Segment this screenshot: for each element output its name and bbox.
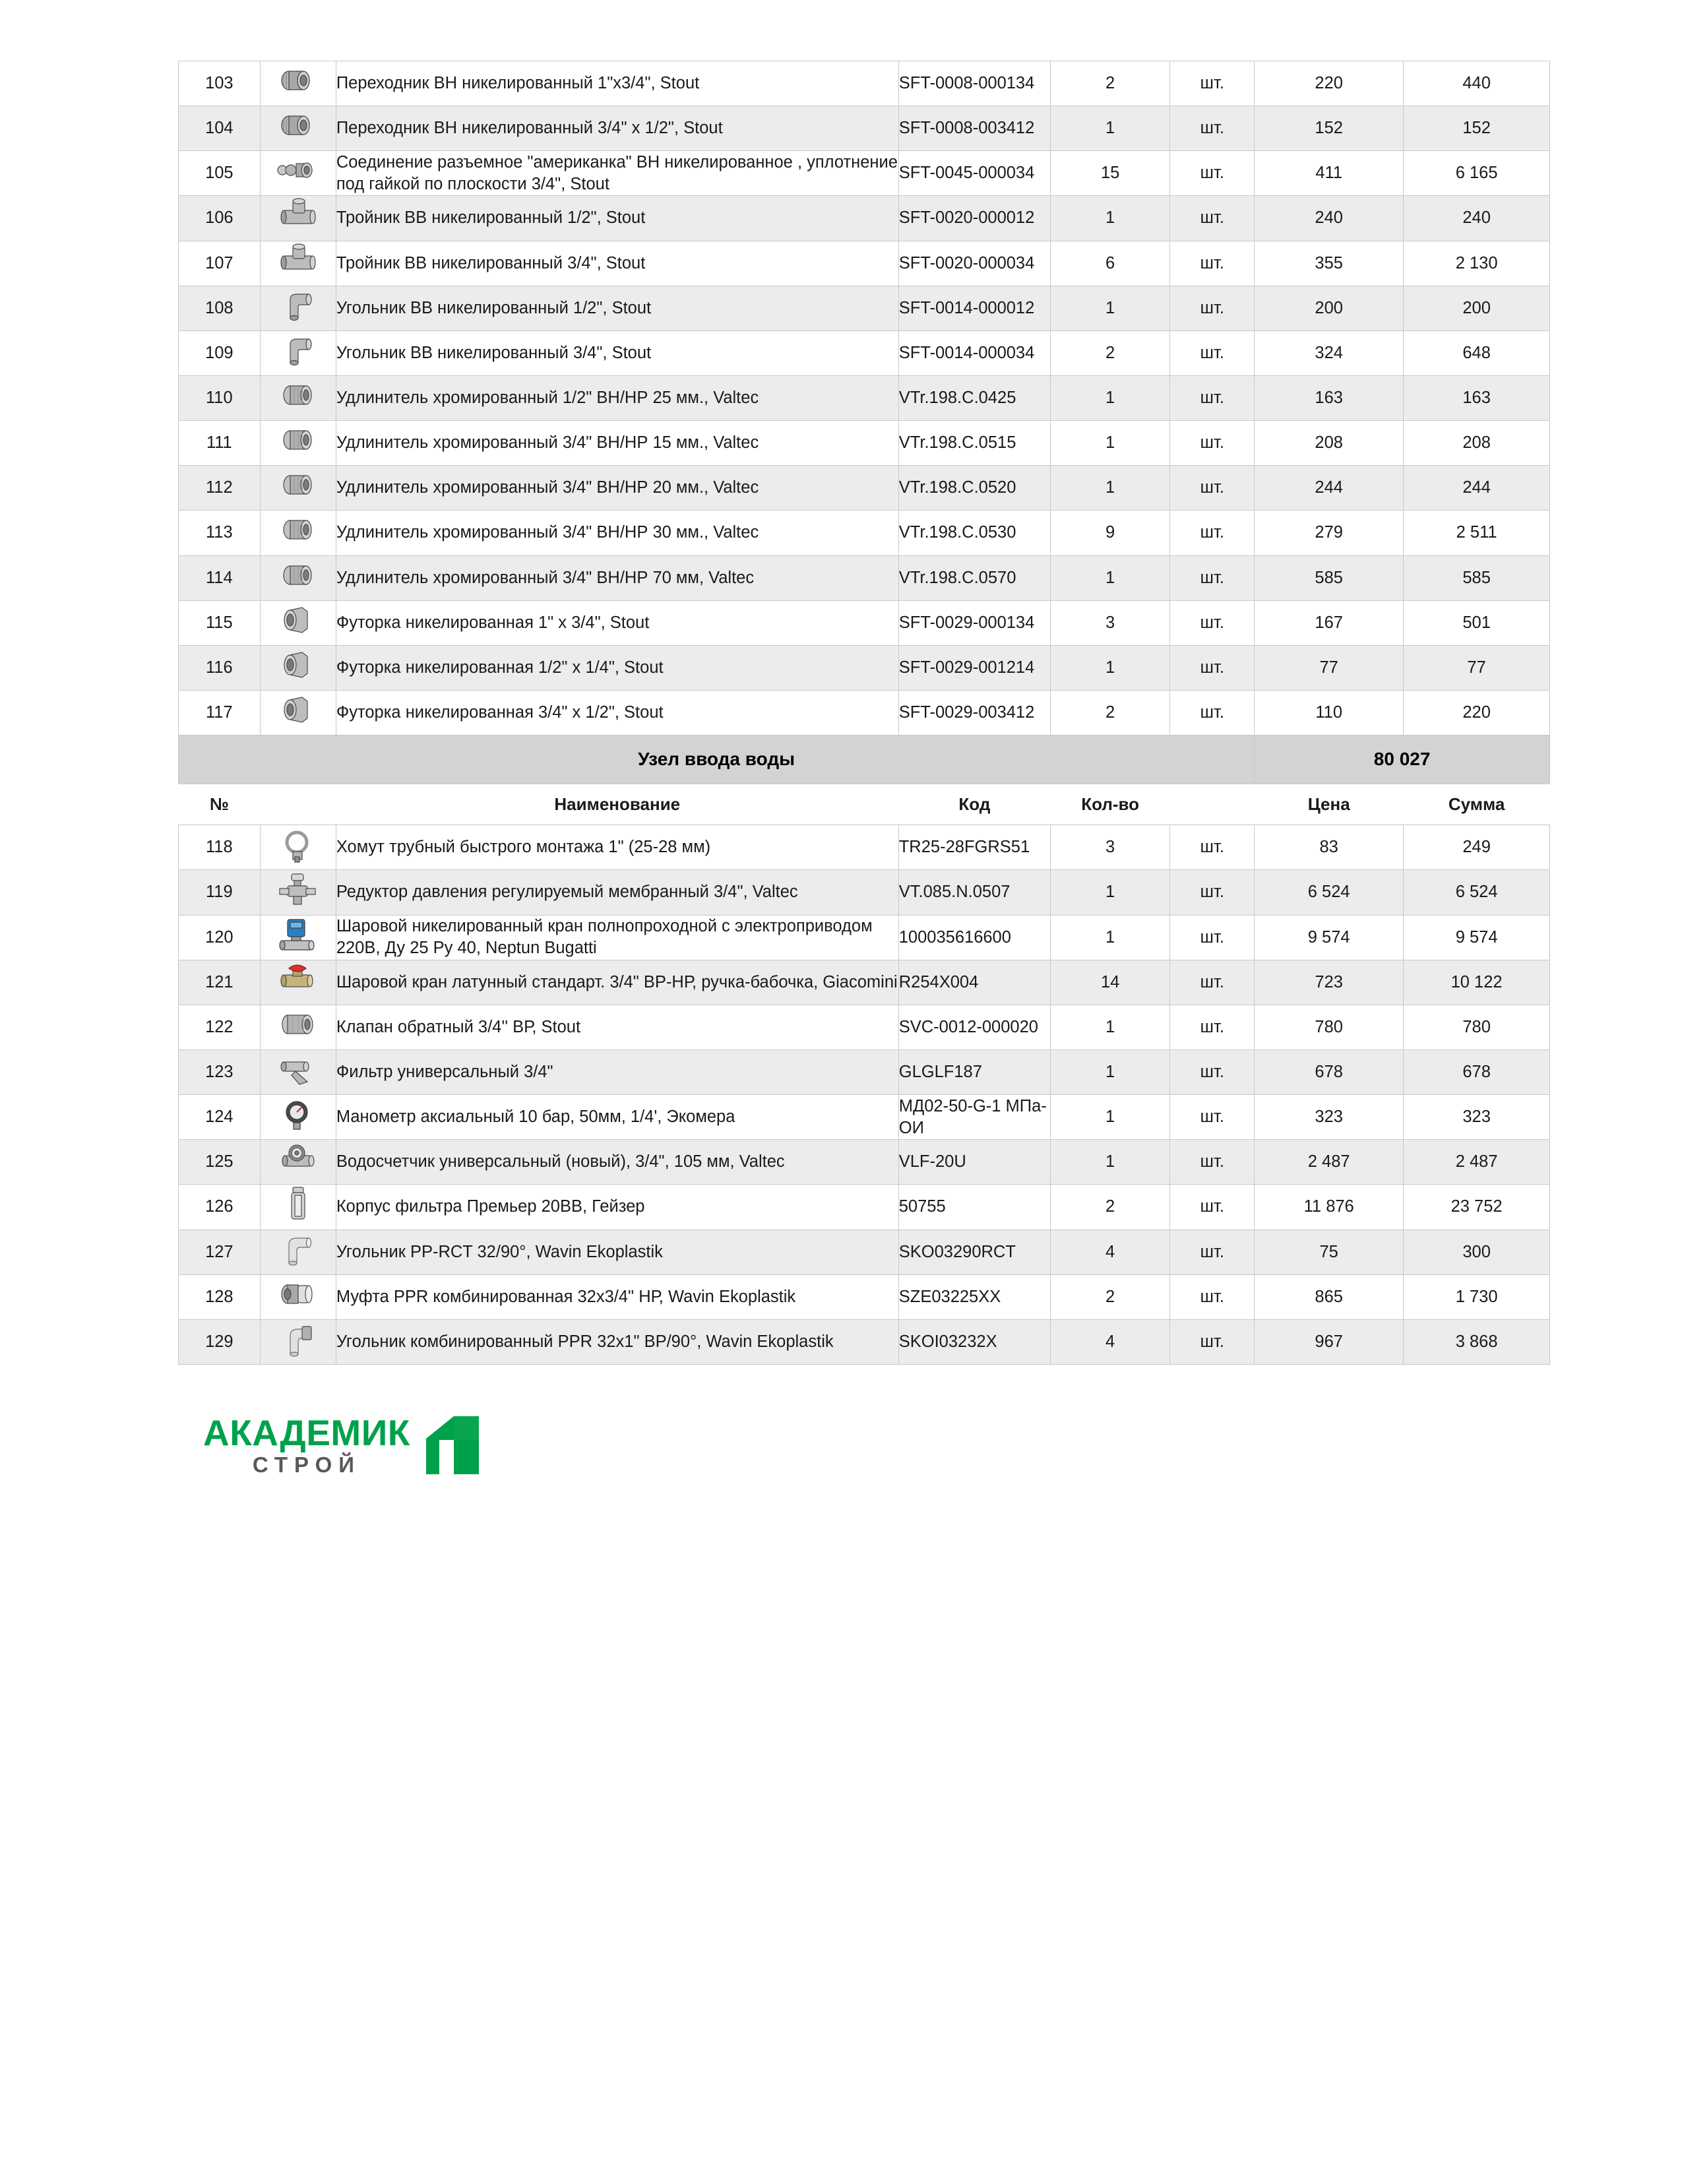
cell-quantity: 4 <box>1051 1319 1170 1364</box>
section-title: Узел ввода воды <box>179 735 1255 784</box>
cell-product-code: SZE03225XX <box>898 1274 1050 1319</box>
cell-sum: 780 <box>1404 1005 1550 1049</box>
cell-product-code: SFT-0029-001214 <box>898 645 1050 690</box>
bushing-nickel-icon <box>260 645 336 690</box>
cell-quantity: 14 <box>1051 960 1170 1005</box>
cell-unit: шт. <box>1170 645 1255 690</box>
cell-row-number: 121 <box>179 960 261 1005</box>
cell-product-name: Корпус фильтра Премьер 20ВВ, Гейзер <box>336 1185 898 1230</box>
table-row <box>179 1274 1550 1319</box>
cell-product-name: Футорка никелированная 3/4" х 1/2", Stout <box>336 690 898 735</box>
cell-sum: 10 122 <box>1404 960 1550 1005</box>
check-valve-icon <box>260 1005 336 1049</box>
cell-sum: 77 <box>1404 645 1550 690</box>
logo-house-icon <box>420 1414 480 1477</box>
cell-sum: 208 <box>1404 421 1550 466</box>
cell-quantity: 1 <box>1051 375 1170 420</box>
ppr-coupling-icon <box>260 1274 336 1319</box>
table-row <box>179 1095 1550 1140</box>
section-header-row <box>179 735 1550 784</box>
ppr-elbow-icon <box>260 1230 336 1274</box>
cell-row-number: 123 <box>179 1050 261 1095</box>
cell-price: 152 <box>1255 106 1404 151</box>
cell-sum: 648 <box>1404 330 1550 375</box>
table-row <box>179 870 1550 915</box>
cell-quantity: 1 <box>1051 421 1170 466</box>
cell-product-code: VTr.198.C.0515 <box>898 421 1050 466</box>
table-body-top <box>179 61 1550 735</box>
cell-price: 163 <box>1255 375 1404 420</box>
cell-unit: шт. <box>1170 870 1255 915</box>
cell-quantity: 2 <box>1051 61 1170 106</box>
cell-product-name: Футорка никелированная 1/2" х 1/4", Stout <box>336 645 898 690</box>
cell-row-number: 120 <box>179 915 261 960</box>
manometer-icon <box>260 1095 336 1140</box>
cell-quantity: 1 <box>1051 645 1170 690</box>
cell-row-number: 106 <box>179 196 261 241</box>
col-header-sum: Сумма <box>1404 784 1550 825</box>
cell-product-name: Клапан обратный 3/4'' ВР, Stout <box>336 1005 898 1049</box>
cell-sum: 244 <box>1404 466 1550 511</box>
cell-row-number: 119 <box>179 870 261 915</box>
logo-main-text: АКАДЕМИК <box>203 1412 410 1453</box>
cell-price: 240 <box>1255 196 1404 241</box>
extension-chrome-icon <box>260 555 336 600</box>
table-row <box>179 61 1550 106</box>
table-row <box>179 330 1550 375</box>
cell-product-code: GLGLF187 <box>898 1050 1050 1095</box>
section-total: 80 027 <box>1255 735 1550 784</box>
cell-quantity: 4 <box>1051 1230 1170 1274</box>
cell-quantity: 1 <box>1051 286 1170 330</box>
cell-product-name: Водосчетчик универсальный (новый), 3/4", 105 мм, Valtec <box>336 1140 898 1185</box>
cell-product-code: SKO03290RCT <box>898 1230 1050 1274</box>
cell-product-name: Удлинитель хромированный 3/4" ВН/НР 70 мм, Valtec <box>336 555 898 600</box>
cell-product-code: VT.085.N.0507 <box>898 870 1050 915</box>
cell-price: 110 <box>1255 690 1404 735</box>
cell-product-code: SFT-0045-000034 <box>898 151 1050 196</box>
bushing-nickel-icon <box>260 690 336 735</box>
cell-price: 75 <box>1255 1230 1404 1274</box>
cell-price: 77 <box>1255 645 1404 690</box>
cell-product-code: SFT-0020-000012 <box>898 196 1050 241</box>
footer-logo <box>178 1414 1550 1477</box>
cell-product-name: Угольник ВВ никелированный 1/2", Stout <box>336 286 898 330</box>
cell-unit: шт. <box>1170 915 1255 960</box>
table-row <box>179 1140 1550 1185</box>
table-row <box>179 466 1550 511</box>
cell-sum: 6 165 <box>1404 151 1550 196</box>
cell-sum: 240 <box>1404 196 1550 241</box>
cell-row-number: 109 <box>179 330 261 375</box>
cell-quantity: 3 <box>1051 600 1170 645</box>
cell-row-number: 129 <box>179 1319 261 1364</box>
adapter-nickel-icon <box>260 61 336 106</box>
cell-price: 167 <box>1255 600 1404 645</box>
table-row <box>179 196 1550 241</box>
cell-quantity: 3 <box>1051 825 1170 870</box>
cell-row-number: 105 <box>179 151 261 196</box>
estimate-table <box>178 61 1550 1365</box>
column-header-row <box>179 784 1550 825</box>
cell-sum: 3 868 <box>1404 1319 1550 1364</box>
table-row <box>179 825 1550 870</box>
col-header-price: Цена <box>1255 784 1404 825</box>
cell-product-name: Удлинитель хромированный 3/4" ВН/НР 30 мм., Valtec <box>336 511 898 555</box>
cell-quantity: 1 <box>1051 555 1170 600</box>
cell-product-name: Шаровой никелированный кран полнопроходной с электроприводом 220В, Ду 25 Ру 40, Neptun Bugatti <box>336 915 898 960</box>
cell-unit: шт. <box>1170 286 1255 330</box>
cell-sum: 23 752 <box>1404 1185 1550 1230</box>
cell-row-number: 122 <box>179 1005 261 1049</box>
table-row <box>179 1050 1550 1095</box>
universal-filter-icon <box>260 1050 336 1095</box>
col-header-unit <box>1170 784 1255 825</box>
cell-sum: 2 487 <box>1404 1140 1550 1185</box>
cell-product-name: Удлинитель хромированный 3/4" ВН/НР 15 мм., Valtec <box>336 421 898 466</box>
cell-product-code: 50755 <box>898 1185 1050 1230</box>
motorized-ball-valve-icon <box>260 915 336 960</box>
cell-row-number: 107 <box>179 241 261 286</box>
cell-unit: шт. <box>1170 825 1255 870</box>
cell-product-name: Шаровой кран латунный стандарт. 3/4" ВР-НР, ручка-бабочка, Giacomini <box>336 960 898 1005</box>
cell-row-number: 103 <box>179 61 261 106</box>
cell-row-number: 127 <box>179 1230 261 1274</box>
cell-price: 83 <box>1255 825 1404 870</box>
cell-product-name: Редуктор давления регулируемый мембранный 3/4", Valtec <box>336 870 898 915</box>
logo-sub-text: СТРОЙ <box>252 1452 361 1477</box>
elbow-fitting-icon <box>260 286 336 330</box>
cell-price: 411 <box>1255 151 1404 196</box>
cell-product-code: TR25-28FGRS51 <box>898 825 1050 870</box>
table-row <box>179 645 1550 690</box>
cell-product-code: SVC-0012-000020 <box>898 1005 1050 1049</box>
cell-product-name: Фильтр универсальный 3/4" <box>336 1050 898 1095</box>
cell-quantity: 1 <box>1051 870 1170 915</box>
cell-product-code: SFT-0014-000012 <box>898 286 1050 330</box>
filter-housing-icon <box>260 1185 336 1230</box>
cell-quantity: 1 <box>1051 1005 1170 1049</box>
cell-unit: шт. <box>1170 421 1255 466</box>
cell-quantity: 6 <box>1051 241 1170 286</box>
cell-row-number: 104 <box>179 106 261 151</box>
cell-price: 244 <box>1255 466 1404 511</box>
cell-row-number: 111 <box>179 421 261 466</box>
col-header-image <box>260 784 336 825</box>
cell-quantity: 9 <box>1051 511 1170 555</box>
extension-chrome-icon <box>260 375 336 420</box>
cell-quantity: 1 <box>1051 1050 1170 1095</box>
cell-sum: 9 574 <box>1404 915 1550 960</box>
cell-unit: шт. <box>1170 330 1255 375</box>
cell-sum: 220 <box>1404 690 1550 735</box>
table-row <box>179 286 1550 330</box>
cell-row-number: 118 <box>179 825 261 870</box>
cell-product-name: Удлинитель хромированный 1/2" ВН/НР 25 мм., Valtec <box>336 375 898 420</box>
cell-product-code: МД02-50-G-1 МПа-ОИ <box>898 1095 1050 1140</box>
cell-price: 200 <box>1255 286 1404 330</box>
cell-price: 723 <box>1255 960 1404 1005</box>
table-row <box>179 555 1550 600</box>
union-connector-icon <box>260 151 336 196</box>
cell-price: 967 <box>1255 1319 1404 1364</box>
extension-chrome-icon <box>260 421 336 466</box>
table-row <box>179 375 1550 420</box>
cell-unit: шт. <box>1170 555 1255 600</box>
cell-product-name: Переходник ВН никелированный 1"х3/4", Stout <box>336 61 898 106</box>
cell-unit: шт. <box>1170 196 1255 241</box>
cell-price: 780 <box>1255 1005 1404 1049</box>
table-row <box>179 106 1550 151</box>
cell-product-code: SFT-0020-000034 <box>898 241 1050 286</box>
cell-price: 324 <box>1255 330 1404 375</box>
cell-unit: шт. <box>1170 1185 1255 1230</box>
cell-product-name: Футорка никелированная 1" х 3/4", Stout <box>336 600 898 645</box>
cell-price: 865 <box>1255 1274 1404 1319</box>
water-meter-icon <box>260 1140 336 1185</box>
cell-row-number: 117 <box>179 690 261 735</box>
cell-product-name: Тройник ВВ никелированный 1/2", Stout <box>336 196 898 241</box>
cell-product-code: VTr.198.C.0520 <box>898 466 1050 511</box>
cell-unit: шт. <box>1170 511 1255 555</box>
cell-row-number: 110 <box>179 375 261 420</box>
table-row <box>179 511 1550 555</box>
cell-product-code: VTr.198.C.0425 <box>898 375 1050 420</box>
cell-product-code: SFT-0029-003412 <box>898 690 1050 735</box>
cell-row-number: 108 <box>179 286 261 330</box>
table-row <box>179 241 1550 286</box>
cell-product-name: Муфта PPR комбинированная 32х3/4" НР, Wavin Ekoplastik <box>336 1274 898 1319</box>
cell-price: 585 <box>1255 555 1404 600</box>
cell-product-name: Тройник ВВ никелированный 3/4", Stout <box>336 241 898 286</box>
cell-unit: шт. <box>1170 1050 1255 1095</box>
cell-row-number: 128 <box>179 1274 261 1319</box>
cell-product-code: SKOI03232X <box>898 1319 1050 1364</box>
cell-sum: 678 <box>1404 1050 1550 1095</box>
cell-product-code: R254X004 <box>898 960 1050 1005</box>
cell-sum: 300 <box>1404 1230 1550 1274</box>
col-header-qty: Кол-во <box>1051 784 1170 825</box>
cell-row-number: 126 <box>179 1185 261 1230</box>
cell-sum: 501 <box>1404 600 1550 645</box>
cell-price: 2 487 <box>1255 1140 1404 1185</box>
pressure-reducer-icon <box>260 870 336 915</box>
cell-sum: 2 511 <box>1404 511 1550 555</box>
tee-fitting-icon <box>260 241 336 286</box>
cell-price: 279 <box>1255 511 1404 555</box>
cell-unit: шт. <box>1170 466 1255 511</box>
adapter-nickel-icon <box>260 106 336 151</box>
cell-unit: шт. <box>1170 1274 1255 1319</box>
cell-row-number: 125 <box>179 1140 261 1185</box>
cell-product-name: Соединение разъемное "американка" ВН никелированное , уплотнение под гайкой по плоскости 3/4", Stout <box>336 151 898 196</box>
cell-sum: 2 130 <box>1404 241 1550 286</box>
cell-product-code: SFT-0029-000134 <box>898 600 1050 645</box>
table-row <box>179 151 1550 196</box>
cell-price: 220 <box>1255 61 1404 106</box>
cell-product-code: VTr.198.C.0570 <box>898 555 1050 600</box>
tee-fitting-icon <box>260 196 336 241</box>
cell-product-code: VLF-20U <box>898 1140 1050 1185</box>
cell-row-number: 114 <box>179 555 261 600</box>
cell-sum: 152 <box>1404 106 1550 151</box>
col-header-name: Наименование <box>336 784 898 825</box>
extension-chrome-icon <box>260 466 336 511</box>
cell-quantity: 2 <box>1051 690 1170 735</box>
cell-quantity: 1 <box>1051 106 1170 151</box>
cell-price: 208 <box>1255 421 1404 466</box>
cell-unit: шт. <box>1170 600 1255 645</box>
table-row <box>179 1230 1550 1274</box>
cell-unit: шт. <box>1170 151 1255 196</box>
cell-product-name: Угольник ВВ никелированный 3/4", Stout <box>336 330 898 375</box>
cell-row-number: 124 <box>179 1095 261 1140</box>
ball-valve-butterfly-icon <box>260 960 336 1005</box>
cell-unit: шт. <box>1170 690 1255 735</box>
cell-unit: шт. <box>1170 960 1255 1005</box>
cell-unit: шт. <box>1170 1095 1255 1140</box>
cell-product-code: 100035616600 <box>898 915 1050 960</box>
ppr-combined-elbow-icon <box>260 1319 336 1364</box>
cell-price: 11 876 <box>1255 1185 1404 1230</box>
cell-row-number: 113 <box>179 511 261 555</box>
cell-sum: 249 <box>1404 825 1550 870</box>
extension-chrome-icon <box>260 511 336 555</box>
cell-product-code: SFT-0014-000034 <box>898 330 1050 375</box>
cell-product-name: Угольник комбинированный PPR 32х1" ВР/90°, Wavin Ekoplastik <box>336 1319 898 1364</box>
cell-quantity: 1 <box>1051 196 1170 241</box>
pipe-clamp-icon <box>260 825 336 870</box>
cell-quantity: 2 <box>1051 1274 1170 1319</box>
cell-quantity: 1 <box>1051 466 1170 511</box>
table-body-bottom <box>179 825 1550 1365</box>
cell-row-number: 115 <box>179 600 261 645</box>
table-row <box>179 1005 1550 1049</box>
cell-price: 6 524 <box>1255 870 1404 915</box>
cell-price: 678 <box>1255 1050 1404 1095</box>
cell-unit: шт. <box>1170 1140 1255 1185</box>
col-header-code: Код <box>898 784 1050 825</box>
table-row <box>179 600 1550 645</box>
cell-row-number: 112 <box>179 466 261 511</box>
bushing-nickel-icon <box>260 600 336 645</box>
cell-unit: шт. <box>1170 375 1255 420</box>
logo-wordmark <box>203 1412 410 1477</box>
elbow-fitting-icon <box>260 330 336 375</box>
cell-quantity: 2 <box>1051 1185 1170 1230</box>
cell-price: 355 <box>1255 241 1404 286</box>
cell-unit: шт. <box>1170 61 1255 106</box>
cell-sum: 323 <box>1404 1095 1550 1140</box>
cell-sum: 1 730 <box>1404 1274 1550 1319</box>
table-row <box>179 1185 1550 1230</box>
table-row <box>179 960 1550 1005</box>
cell-unit: шт. <box>1170 1005 1255 1049</box>
table-row <box>179 421 1550 466</box>
cell-unit: шт. <box>1170 1230 1255 1274</box>
cell-unit: шт. <box>1170 241 1255 286</box>
table-row <box>179 1319 1550 1364</box>
cell-sum: 6 524 <box>1404 870 1550 915</box>
cell-product-code: SFT-0008-003412 <box>898 106 1050 151</box>
cell-product-name: Угольник PP-RCT 32/90°, Wavin Ekoplastik <box>336 1230 898 1274</box>
cell-sum: 163 <box>1404 375 1550 420</box>
cell-sum: 585 <box>1404 555 1550 600</box>
col-header-num: № <box>179 784 261 825</box>
cell-quantity: 1 <box>1051 915 1170 960</box>
table-row <box>179 915 1550 960</box>
table-row <box>179 690 1550 735</box>
cell-product-name: Манометр аксиальный 10 бар, 50мм, 1/4', Экомера <box>336 1095 898 1140</box>
cell-price: 9 574 <box>1255 915 1404 960</box>
table-body-section <box>179 735 1550 825</box>
cell-sum: 200 <box>1404 286 1550 330</box>
cell-price: 323 <box>1255 1095 1404 1140</box>
cell-product-name: Хомут трубный быстрого монтажа 1" (25-28 мм) <box>336 825 898 870</box>
cell-quantity: 2 <box>1051 330 1170 375</box>
cell-product-name: Удлинитель хромированный 3/4" ВН/НР 20 мм., Valtec <box>336 466 898 511</box>
cell-quantity: 1 <box>1051 1095 1170 1140</box>
cell-unit: шт. <box>1170 1319 1255 1364</box>
cell-sum: 440 <box>1404 61 1550 106</box>
cell-quantity: 1 <box>1051 1140 1170 1185</box>
cell-unit: шт. <box>1170 106 1255 151</box>
cell-product-code: VTr.198.C.0530 <box>898 511 1050 555</box>
cell-product-name: Переходник ВН никелированный 3/4" х 1/2", Stout <box>336 106 898 151</box>
cell-row-number: 116 <box>179 645 261 690</box>
cell-product-code: SFT-0008-000134 <box>898 61 1050 106</box>
cell-quantity: 15 <box>1051 151 1170 196</box>
